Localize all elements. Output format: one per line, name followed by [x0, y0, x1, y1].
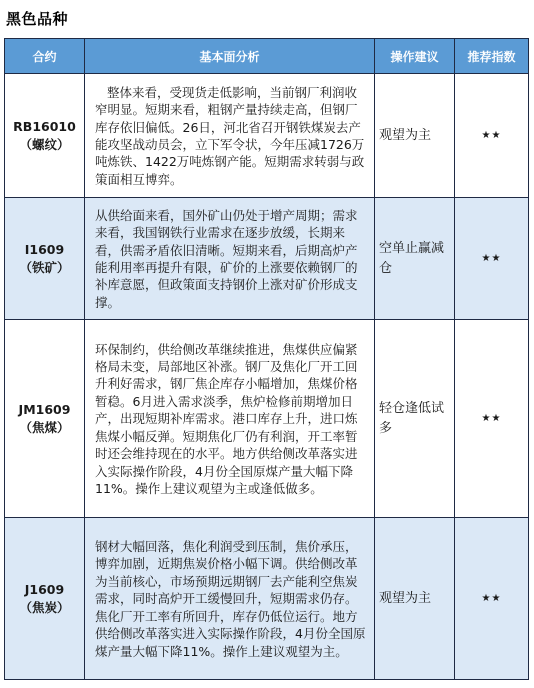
advice-cell: 观望为主 [375, 74, 455, 198]
table-row [5, 74, 529, 198]
rating-stars: ★★ [455, 74, 529, 198]
contract-code: RB16010 [13, 118, 76, 134]
rating-stars: ★★ [455, 198, 529, 320]
advice-cell: 轻仓逢低试多 [375, 320, 455, 518]
header-advice: 操作建议 [375, 39, 455, 74]
header-contract: 合约 [5, 39, 85, 74]
contract-cell [5, 198, 85, 320]
contract-code: J1609 [24, 581, 65, 597]
black-commodities-table [4, 38, 529, 680]
contract-code: I1609 [24, 241, 65, 257]
rating-stars: ★★ [455, 518, 529, 680]
header-rating: 推荐指数 [455, 39, 529, 74]
table-row [5, 198, 529, 320]
contract-code: JM1609 [18, 401, 71, 417]
rating-stars: ★★ [455, 320, 529, 518]
contract-name: （螺纹） [19, 136, 70, 152]
contract-name: （焦炭） [19, 599, 70, 615]
analysis-cell: 环保制约，供给侧改革继续推进，焦煤供应偏紧格局未变，局部地区补涨。钢厂及焦化厂开工回升利好需求，钢厂焦企库存小幅增加，焦煤价格暂稳。6月进入需求淡季，焦炉检修前期增加日产，出现短期补库需求。港口库存上升，进口炼焦煤小幅反弹。短期焦化厂仍有利润，开工率暂时还会维持现在的水平。地方供给侧改革落实进入实际操作阶段，4月份全国原煤产量大幅下降11%。操作上建议观望为主或逢低做多。 [85, 320, 375, 518]
contract-name: （焦煤） [19, 419, 70, 435]
contract-name: （铁矿） [19, 259, 70, 275]
table-row [5, 320, 529, 518]
contract-cell [5, 320, 85, 518]
table-row [5, 518, 529, 680]
table-header-row [5, 39, 529, 74]
header-analysis: 基本面分析 [85, 39, 375, 74]
analysis-cell: 整体来看，受现货走低影响，当前钢厂利润收窄明显。短期来看，粗钢产量持续走高，但钢厂库存依旧偏低。26日，河北省召开钢铁煤炭去产能攻坚战动员会，立下军令状，今年压减1726万吨炼铁、1422万吨炼钢产能。短期需求转弱与政策面相互博弈。 [85, 74, 375, 198]
analysis-cell: 钢材大幅回落，焦化利润受到压制，焦价承压，博弈加剧，近期焦炭价格小幅下调。供给侧改革为当前核心，市场预期远期钢厂去产能利空焦炭需求，同时高炉开工缓慢回升，短期需求仍存。焦化厂开工率有所回升，库存仍低位运行。地方供给侧改革落实进入实际操作阶段，4月份全国原煤产量大幅下降11%。操作上建议观望为主。 [85, 518, 375, 680]
contract-cell [5, 518, 85, 680]
section-title: 黑色品种 [6, 10, 69, 28]
analysis-cell: 从供给面来看，国外矿山仍处于增产周期；需求来看，我国钢铁行业需求在逐步放缓，长期来看，供需矛盾依旧清晰。短期来看，后期高炉产能利用率再提升有限，矿价的上涨要依赖钢厂的补库意愿，但政策面支持钢价上涨对矿价形成支撑。 [85, 198, 375, 320]
contract-cell [5, 74, 85, 198]
advice-cell: 空单止赢减仓 [375, 198, 455, 320]
advice-cell: 观望为主 [375, 518, 455, 680]
